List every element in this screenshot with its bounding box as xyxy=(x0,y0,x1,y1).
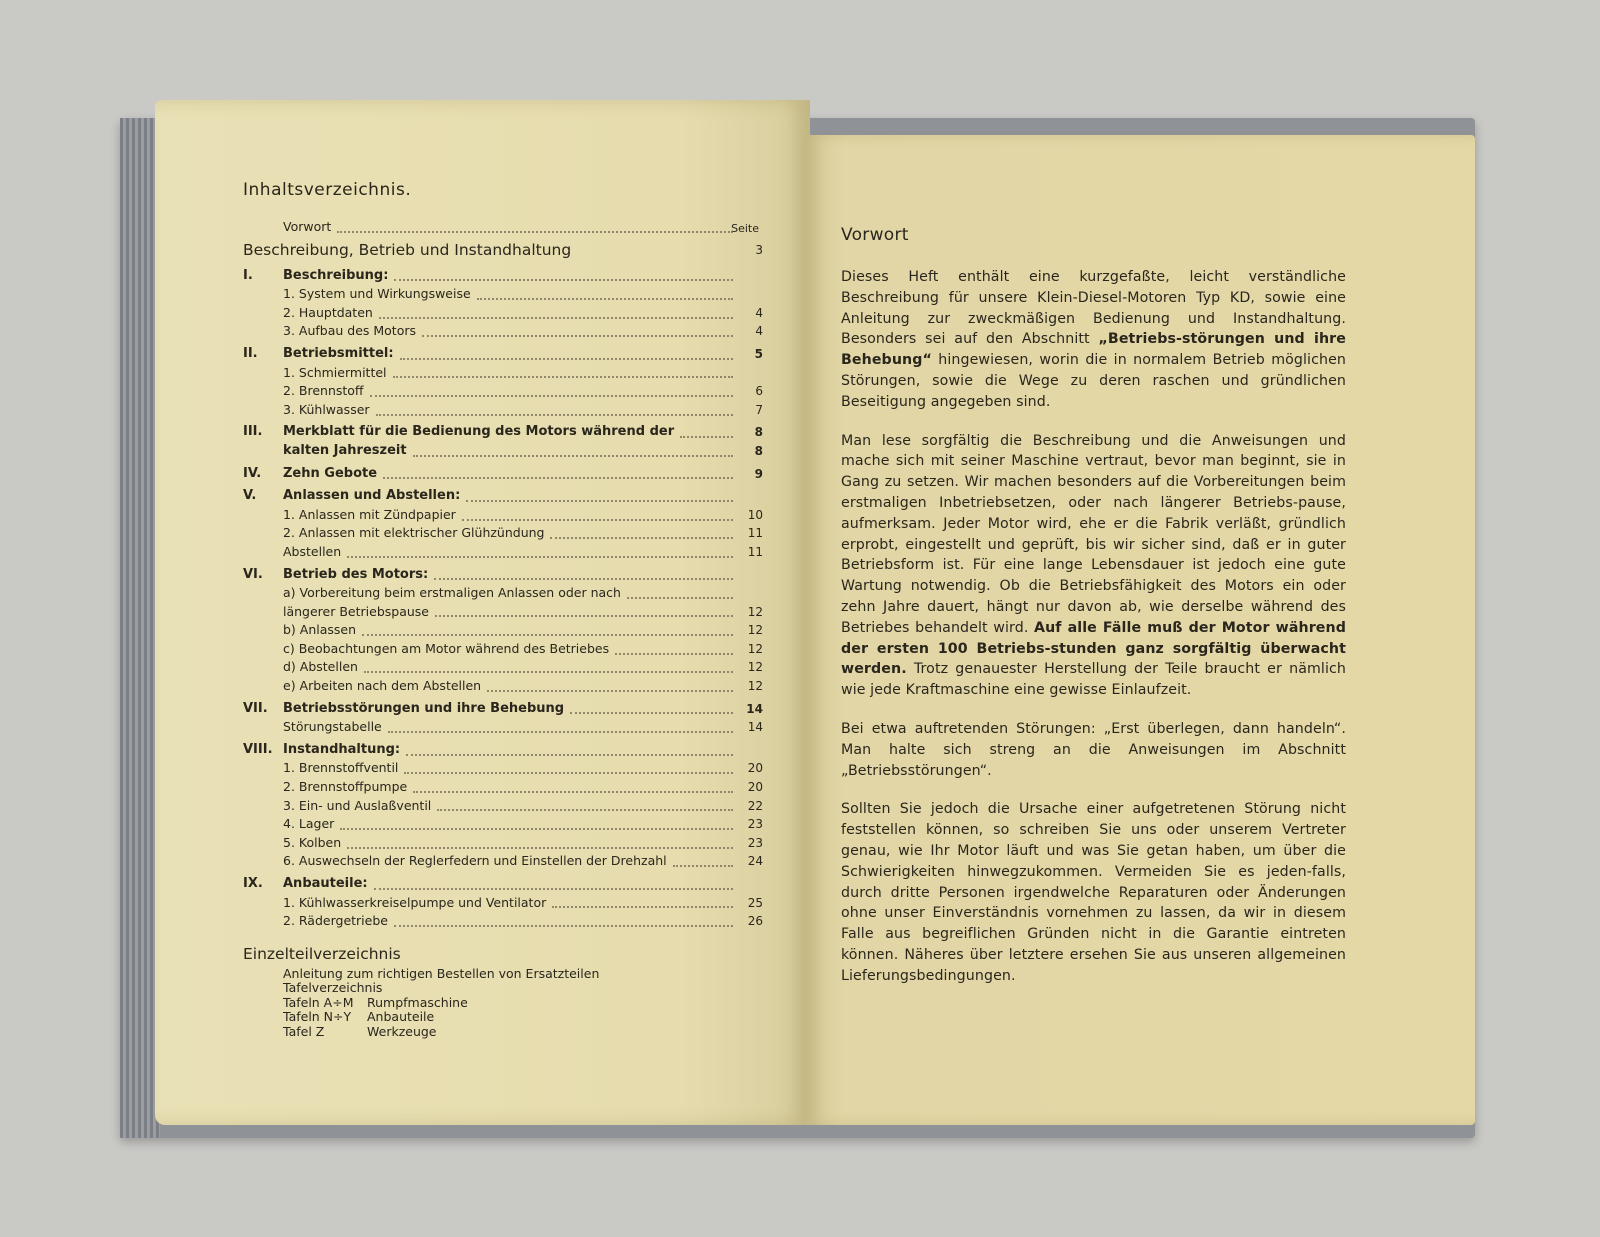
bold-run: „Betriebs-störungen und ihre Behebung“ xyxy=(841,331,1346,369)
toc-entry-label: d) Abstellen xyxy=(283,659,358,675)
toc-entry xyxy=(243,584,763,603)
toc-entry-page: 10 xyxy=(747,507,763,522)
dot-leader xyxy=(437,800,733,811)
tafel-desc: Rumpfmaschine xyxy=(367,994,468,1010)
tafel-row xyxy=(283,1025,763,1040)
book-spine xyxy=(120,118,160,1138)
toc-entry-page: 3 xyxy=(755,242,763,257)
toc-entry xyxy=(243,382,763,401)
toc-entry xyxy=(243,237,763,263)
toc-entry xyxy=(243,218,763,237)
toc-entry-label: 1. Schmiermittel xyxy=(283,364,387,380)
toc-entry-label: 3. Ein- und Auslaßventil xyxy=(283,797,432,813)
toc-entry-label: Vorwort xyxy=(283,219,332,234)
toc-entry xyxy=(243,442,763,461)
dot-leader xyxy=(487,681,733,692)
toc-entry-label: Anlassen und Abstellen: xyxy=(283,488,461,504)
toc-entry xyxy=(243,894,763,913)
left-page xyxy=(155,100,810,1125)
toc-entry-page: 6 xyxy=(755,384,763,399)
dot-leader xyxy=(570,703,733,714)
dot-leader xyxy=(552,897,733,908)
toc-entry xyxy=(243,718,763,737)
dot-leader xyxy=(462,510,733,521)
vorwort-title: Vorwort xyxy=(841,225,909,245)
dot-leader xyxy=(466,491,733,502)
toc-entry-label: 6. Auswechseln der Reglerfedern und Einstellen der Drehzahl xyxy=(283,853,667,869)
toc-entry-label: e) Arbeiten nach dem Abstellen xyxy=(283,678,482,694)
toc-entry-label: Beschreibung, Betrieb und Instandhaltung xyxy=(243,240,572,259)
toc-entry xyxy=(243,640,763,659)
vorwort-paragraph-1 xyxy=(841,267,1346,413)
dot-leader xyxy=(435,606,733,617)
einzelteil-line: Tafelverzeichnis xyxy=(283,980,383,996)
toc-entry xyxy=(243,566,763,585)
dot-leader xyxy=(370,386,733,397)
toc-entry-number: VI. xyxy=(243,566,263,582)
dot-leader xyxy=(406,745,733,756)
toc-entry xyxy=(243,741,763,760)
toc-entry-label: Betriebsstörungen und ihre Behebung xyxy=(283,700,565,716)
dot-leader xyxy=(615,644,733,655)
toc-entry-label: Beschreibung: xyxy=(283,267,389,283)
toc-entry-page: 8 xyxy=(754,443,763,458)
toc-entry-page: 20 xyxy=(747,780,763,795)
toc-entry-page: 23 xyxy=(747,817,763,832)
toc-entry-page: 24 xyxy=(747,854,763,869)
toc-entry xyxy=(243,875,763,894)
toc-entry xyxy=(243,778,763,797)
toc-entry-label: 2. Hauptdaten xyxy=(283,304,373,320)
text-run: Trotz genauester Herstellung der Teile braucht er nämlich wie jede Kraftmaschine eine gewisse Einlaufzeit. xyxy=(841,661,1346,699)
toc-entry xyxy=(243,285,763,304)
dot-leader xyxy=(383,468,733,479)
toc-entry xyxy=(243,658,763,677)
toc-entry-page: 8 xyxy=(754,425,763,440)
einzelteil-title: Einzelteilverzeichnis xyxy=(243,944,401,963)
toc-entry-page: 9 xyxy=(754,466,763,481)
toc-entry-page: 12 xyxy=(747,660,763,675)
dot-leader xyxy=(364,662,733,673)
bold-run: Auf alle Fälle muß der Motor während der ersten 100 Betriebs-stunden ganz sorgfältig überwacht werden. xyxy=(841,619,1346,678)
toc-entry xyxy=(243,912,763,931)
toc-entry xyxy=(243,322,763,341)
toc-entry xyxy=(243,700,763,719)
toc-entry xyxy=(243,603,763,622)
dot-leader xyxy=(340,819,733,830)
tafel-range: Tafeln A÷M xyxy=(283,994,354,1010)
toc-entry-label: Störungstabelle xyxy=(283,719,382,735)
toc-entry-number: IV. xyxy=(243,465,262,481)
toc-entry-number: VII. xyxy=(243,700,268,716)
toc-entry-label: 2. Brennstoff xyxy=(283,383,364,399)
toc-entry xyxy=(243,345,763,364)
dot-leader xyxy=(374,879,733,890)
toc-entry-label: Betrieb des Motors: xyxy=(283,566,429,582)
dot-leader xyxy=(680,427,733,438)
einzelteil-list xyxy=(243,967,763,1040)
vorwort-paragraph-2 xyxy=(841,431,1346,701)
toc-entry-label: längerer Betriebspause xyxy=(283,603,429,619)
toc-entry-page: 12 xyxy=(747,604,763,619)
text-run: Man lese sorgfältig die Beschreibung und die Anweisungen und mache sich mit seiner Maschine vertraut, bevor man beginnt, sie in Gang zu setzen. Wir machen besonders auf die Vorbereitungen beim erstmaligen Inbetriebsetzen, oder nach längerer Betriebs-pause, aufmerksam. Jeder Motor wird, ehe er die Fabrik verläßt, gründlich erprobt, eingestellt und geprüft, bis wir sicher sind, daß er in guter Betriebsform ist. Für eine lange Lebensdauer ist jedoch eine gute Wartung notwendig. Ob die Betriebsfähigkeit des Motors ein oder zehn Jahre dauert, hängt nur davon ab, wie derselbe während des Betriebes behandelt wird. xyxy=(841,432,1346,636)
vorwort-paragraph-4: Sollten Sie jedoch die Ursache einer aufgetretenen Störung nicht feststellen können, so schreiben Sie uns oder unserem Vertreter genau, wie Ihr Motor läuft und was Sie getan haben, um über die Schwierigkeiten hinwegzukommen. Vermeiden Sie es jeden-falls, durch dritte Personen irgendwelche Reparaturen oder Änderungen ohne unser Einverständnis vornehmen zu lassen, da wir in diesem Falle aus begreiflichen Gründen nicht in die Garantie eintreten können. Näheres über letztere ersehen Sie aus unseren allgemeinen Lieferungsbedingungen. xyxy=(841,801,1346,984)
dot-leader xyxy=(394,916,733,927)
toc-entry xyxy=(243,543,763,562)
toc-entry-number: II. xyxy=(243,345,258,361)
right-page xyxy=(805,135,1475,1125)
toc-entry-page: 4 xyxy=(755,324,763,339)
toc-entry-page: 25 xyxy=(747,895,763,910)
toc-entry xyxy=(243,423,763,442)
text-run: Dieses Heft enthält eine kurzgefaßte, leicht verständliche Beschreibung für unsere Klein-Diesel-Motoren Typ KD, sowie eine Anleitung zur zweckmäßigen Bedienung und Instandhaltung. Besonders sei auf den Abschnitt xyxy=(841,269,1346,348)
toc-entry-label: 1. Kühlwasserkreiselpumpe und Ventilator xyxy=(283,894,547,910)
dot-leader xyxy=(627,588,733,599)
dot-leader xyxy=(394,270,733,281)
toc-entry-page: 26 xyxy=(747,914,763,929)
dot-leader xyxy=(379,308,733,319)
toc-entry-label: 2. Brennstoffpumpe xyxy=(283,779,408,795)
vorwort-section xyxy=(841,225,1346,1005)
toc-entry-label: a) Vorbereitung beim erstmaligen Anlassen oder nach xyxy=(283,585,621,601)
tafel-desc: Anbauteile xyxy=(367,1009,435,1025)
toc-entry xyxy=(243,487,763,506)
toc-entries xyxy=(243,218,763,931)
tafel-row xyxy=(283,1010,763,1025)
toc-entry-page: 7 xyxy=(755,402,763,417)
toc-entry-label: kalten Jahreszeit xyxy=(283,442,407,458)
dot-leader xyxy=(362,625,733,636)
toc-entry xyxy=(243,852,763,871)
dot-leader xyxy=(337,222,733,233)
toc-entry-number: III. xyxy=(243,424,263,440)
toc-entry-label: b) Anlassen xyxy=(283,622,357,638)
toc-entry-label: 2. Anlassen mit elektrischer Glühzündung xyxy=(283,525,545,541)
toc-entry-label: 1. Brennstoffventil xyxy=(283,760,399,776)
toc-entry-number: I. xyxy=(243,267,253,283)
dot-leader xyxy=(393,367,733,378)
toc-entry xyxy=(243,465,763,484)
tafel-row xyxy=(283,996,763,1011)
toc-entry-page: 14 xyxy=(746,701,763,716)
toc-entry xyxy=(243,621,763,640)
seite-label: Seite xyxy=(731,222,759,235)
dot-leader xyxy=(404,763,733,774)
tafel-range: Tafeln N÷Y xyxy=(283,1009,352,1025)
toc-entry-label: c) Beobachtungen am Motor während des Betriebes xyxy=(283,640,610,656)
einzelteil-line: Anleitung zum richtigen Bestellen von Ersatzteilen xyxy=(283,965,600,981)
toc-entry xyxy=(243,815,763,834)
toc-entry xyxy=(243,364,763,383)
toc-entry-label: 1. System und Wirkungsweise xyxy=(283,286,471,302)
dot-leader xyxy=(347,838,733,849)
toc-title: Inhaltsverzeichnis. xyxy=(243,180,412,200)
toc-entry-label: Betriebsmittel: xyxy=(283,345,394,361)
toc-entry-label: Zehn Gebote xyxy=(283,465,378,481)
dot-leader xyxy=(347,547,733,558)
toc-entry xyxy=(243,797,763,816)
toc-entry-label: 2. Rädergetriebe xyxy=(283,913,388,929)
toc-entry-page: 5 xyxy=(754,346,763,361)
toc-entry xyxy=(243,834,763,853)
toc-entry xyxy=(243,677,763,696)
dot-leader xyxy=(673,856,733,867)
tafel-desc: Werkzeuge xyxy=(367,1023,437,1039)
toc-entry-label: Instandhaltung: xyxy=(283,741,401,757)
toc-entry-page: 12 xyxy=(747,679,763,694)
dot-leader xyxy=(434,569,733,580)
vorwort-paragraph-3: Bei etwa auftretenden Störungen: „Erst überlegen, dann handeln“. Man halte sich streng an die Anweisungen im Abschnitt „Betriebsstörungen“. xyxy=(841,720,1346,779)
toc-entry-number: V. xyxy=(243,488,257,504)
toc-entry-number: IX. xyxy=(243,876,263,891)
dot-leader xyxy=(388,722,733,733)
toc-entry-page: 11 xyxy=(747,544,763,559)
table-of-contents xyxy=(243,180,763,1039)
dot-leader xyxy=(413,782,733,793)
toc-entry-label: Abstellen xyxy=(283,543,342,559)
toc-entry-page: 14 xyxy=(747,720,763,735)
toc-entry xyxy=(243,267,763,286)
toc-entry-page: 22 xyxy=(747,798,763,813)
toc-entry-label: 3. Aufbau des Motors xyxy=(283,323,417,339)
toc-entry-label: 1. Anlassen mit Zündpapier xyxy=(283,506,456,522)
toc-entry-page: 4 xyxy=(755,305,763,320)
toc-entry-page: 12 xyxy=(747,641,763,656)
text-run: hingewiesen, worin die in normalem Betrieb möglichen Störungen, sowie die Wege zu deren raschen und gründlichen Beseitigung angegeben sind. xyxy=(841,352,1346,410)
tafel-range: Tafel Z xyxy=(283,1023,325,1039)
toc-entry-page: 20 xyxy=(747,761,763,776)
dot-leader xyxy=(550,528,733,539)
dot-leader xyxy=(477,289,733,300)
toc-entry xyxy=(243,524,763,543)
toc-entry-page: 12 xyxy=(747,623,763,638)
dot-leader xyxy=(422,326,733,337)
toc-entry-label: 4. Lager xyxy=(283,816,335,832)
dot-leader xyxy=(400,349,733,360)
dot-leader xyxy=(413,446,733,457)
toc-entry-page: 11 xyxy=(747,526,763,541)
toc-entry xyxy=(243,759,763,778)
dot-leader xyxy=(376,405,733,416)
toc-entry-label: 3. Kühlwasser xyxy=(283,401,370,417)
toc-entry-number: VIII. xyxy=(243,741,273,757)
toc-entry xyxy=(243,506,763,525)
toc-entry-label: Merkblatt für die Bedienung des Motors während der xyxy=(283,424,675,440)
toc-entry-label: 5. Kolben xyxy=(283,834,342,850)
toc-entry xyxy=(243,304,763,323)
toc-entry-label: Anbauteile: xyxy=(283,876,368,891)
toc-entry xyxy=(243,401,763,420)
toc-entry-page: 23 xyxy=(747,835,763,850)
